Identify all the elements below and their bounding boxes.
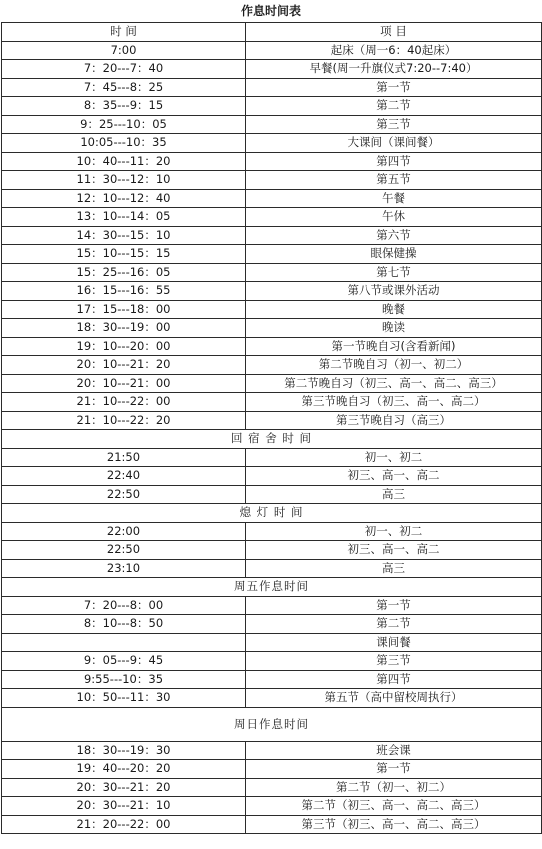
sunday-row [2, 815, 542, 834]
item-cell: 班会课 [246, 741, 542, 760]
time-cell: 14：30---15：10 [2, 226, 246, 245]
item-cell: 第一节晚自习(含看新闻) [246, 337, 542, 356]
time-cell: 21：20---22：00 [2, 815, 246, 834]
item-cell: 第二节晚自习（初一、初二） [246, 356, 542, 375]
friday-row [2, 652, 542, 671]
time-cell: 20：10---21：00 [2, 374, 246, 393]
daily-row [2, 282, 542, 301]
daily-row [2, 374, 542, 393]
item-cell: 第七节 [246, 263, 542, 282]
time-cell: 10：40---11：20 [2, 152, 246, 171]
item-cell: 第一节 [246, 78, 542, 97]
daily-row [2, 356, 542, 375]
time-cell: 7：20---8：00 [2, 596, 246, 615]
time-cell: 7:00 [2, 41, 246, 60]
dorm-row [2, 467, 542, 486]
dorm-section-heading: 回 宿 舍 时 间 [2, 430, 542, 449]
time-cell: 18：30---19：30 [2, 741, 246, 760]
time-cell: 13：10---14：05 [2, 208, 246, 227]
time-cell: 7：45---8：25 [2, 78, 246, 97]
dorm-row [2, 485, 542, 504]
item-cell: 晚餐 [246, 300, 542, 319]
sunday-row [2, 778, 542, 797]
daily-row [2, 115, 542, 134]
time-cell: 10：50---11：30 [2, 689, 246, 708]
item-cell: 第三节（初三、高一、高二、高三） [246, 815, 542, 834]
item-cell: 第四节 [246, 152, 542, 171]
daily-row [2, 208, 542, 227]
daily-row [2, 171, 542, 190]
time-cell: 21：10---22：20 [2, 411, 246, 430]
item-cell: 初一、初二 [246, 448, 542, 467]
time-cell: 22:00 [2, 522, 246, 541]
item-cell: 第一节 [246, 760, 542, 779]
schedule-body [2, 23, 542, 834]
time-cell: 20：30---21：10 [2, 797, 246, 816]
sunday-row [2, 797, 542, 816]
daily-row [2, 411, 542, 430]
lights-row [2, 559, 542, 578]
item-cell: 第三节 [246, 115, 542, 134]
friday-section-row [2, 578, 542, 597]
time-cell: 12：10---12：40 [2, 189, 246, 208]
item-cell: 第二节 [246, 615, 542, 634]
daily-row [2, 60, 542, 79]
time-column-header: 时 间 [2, 23, 246, 42]
daily-row [2, 41, 542, 60]
lights-section-heading: 熄 灯 时 间 [2, 504, 542, 523]
item-cell: 早餐(周一升旗仪式7:20--7:40） [246, 60, 542, 79]
item-cell: 午餐 [246, 189, 542, 208]
time-cell: 15：10---15：15 [2, 245, 246, 264]
item-cell: 第三节 [246, 652, 542, 671]
header-row [2, 23, 542, 42]
lights-section-row [2, 504, 542, 523]
daily-row [2, 393, 542, 412]
time-cell: 11：30---12：10 [2, 171, 246, 190]
time-cell: 20：10---21：20 [2, 356, 246, 375]
friday-section-heading: 周五作息时间 [2, 578, 542, 597]
daily-row [2, 189, 542, 208]
time-cell: 20：30---21：20 [2, 778, 246, 797]
item-cell: 第四节 [246, 670, 542, 689]
time-cell: 22:40 [2, 467, 246, 486]
daily-row [2, 337, 542, 356]
item-cell: 第六节 [246, 226, 542, 245]
item-cell: 第五节 [246, 171, 542, 190]
page-title: 作息时间表 [240, 4, 301, 18]
friday-row [2, 596, 542, 615]
time-cell: 8：35---9：15 [2, 97, 246, 116]
item-cell: 起床（周一6：40起床） [246, 41, 542, 60]
dorm-row [2, 448, 542, 467]
item-cell: 大课间（课间餐） [246, 134, 542, 153]
daily-row [2, 78, 542, 97]
time-cell: 9:55---10：35 [2, 670, 246, 689]
time-cell: 23:10 [2, 559, 246, 578]
item-cell: 第五节（高中留校周执行） [246, 689, 542, 708]
item-cell: 第八节或课外活动 [246, 282, 542, 301]
schedule-table [1, 22, 542, 834]
time-cell: 22:50 [2, 485, 246, 504]
sunday-section-row [2, 707, 542, 741]
item-cell: 眼保健操 [246, 245, 542, 264]
daily-row [2, 134, 542, 153]
item-cell: 第一节 [246, 596, 542, 615]
time-cell: 19：40---20：20 [2, 760, 246, 779]
lights-row [2, 541, 542, 560]
item-cell: 第二节（初一、初二） [246, 778, 542, 797]
daily-row [2, 152, 542, 171]
time-cell: 21:50 [2, 448, 246, 467]
time-cell [2, 633, 246, 652]
time-cell: 21：10---22：00 [2, 393, 246, 412]
item-cell: 初三、高一、高二 [246, 467, 542, 486]
item-column-header: 项 目 [246, 23, 542, 42]
friday-row [2, 670, 542, 689]
friday-row [2, 615, 542, 634]
item-cell: 午休 [246, 208, 542, 227]
daily-row [2, 263, 542, 282]
item-cell: 晚读 [246, 319, 542, 338]
time-cell: 15：25---16：05 [2, 263, 246, 282]
time-cell: 16：15---16：55 [2, 282, 246, 301]
daily-row [2, 319, 542, 338]
item-cell: 高三 [246, 485, 542, 504]
time-cell: 19：10---20：00 [2, 337, 246, 356]
friday-row [2, 689, 542, 708]
time-cell: 17：15---18：00 [2, 300, 246, 319]
time-cell: 18：30---19：00 [2, 319, 246, 338]
item-cell: 高三 [246, 559, 542, 578]
daily-row [2, 226, 542, 245]
sunday-row [2, 760, 542, 779]
item-cell: 第三节晚自习（初三、高一、高二） [246, 393, 542, 412]
item-cell: 第二节 [246, 97, 542, 116]
time-cell: 7：20---7：40 [2, 60, 246, 79]
time-cell: 9：25---10：05 [2, 115, 246, 134]
dorm-section-row [2, 430, 542, 449]
lights-row [2, 522, 542, 541]
sunday-row [2, 741, 542, 760]
item-cell: 第二节晚自习（初三、高一、高二、高三） [246, 374, 542, 393]
time-cell: 8：10---8：50 [2, 615, 246, 634]
friday-row [2, 633, 542, 652]
item-cell: 初一、初二 [246, 522, 542, 541]
item-cell: 第三节晚自习（高三） [246, 411, 542, 430]
sunday-section-heading: 周日作息时间 [2, 707, 542, 741]
time-cell: 10:05---10：35 [2, 134, 246, 153]
time-cell: 9：05---9：45 [2, 652, 246, 671]
daily-row [2, 300, 542, 319]
daily-row [2, 97, 542, 116]
item-cell: 第二节（初三、高一、高二、高三） [246, 797, 542, 816]
daily-row [2, 245, 542, 264]
time-cell: 22:50 [2, 541, 246, 560]
item-cell: 课间餐 [246, 633, 542, 652]
item-cell: 初三、高一、高二 [246, 541, 542, 560]
